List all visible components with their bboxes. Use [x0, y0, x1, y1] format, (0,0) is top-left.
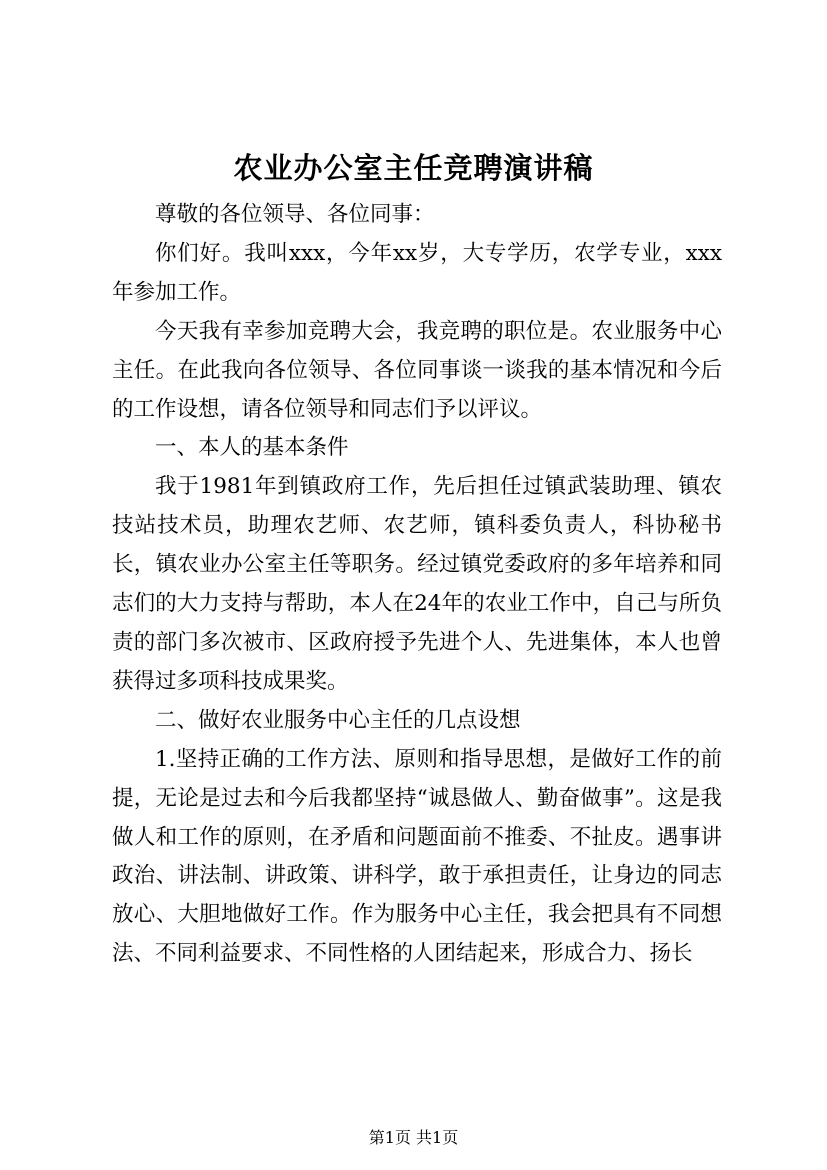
paragraph-plan-1: 1.坚持正确的工作方法、原则和指导思想，是做好工作的前提，无论是过去和今后我都坚持“诚恳做人、勤奋做事”。这是我做人和工作的原则，在矛盾和问题面前不推委、不扯皮。遇事讲政治、讲法制、讲政策、讲科学，敢于承担责任，让身边的同志放心、大胆地做好工作。作为服务中心主任，我会把具有不同想法、不同利益要求、不同性格的人团结起来，形成合力、扬长 — [112, 746, 722, 967]
document-body — [112, 196, 722, 974]
section-heading-2: 二、做好农业服务中心主任的几点设想 — [155, 707, 521, 733]
document-title: 农业办公室主任竞聘演讲稿 — [233, 151, 594, 185]
paragraph-background: 我于1981年到镇政府工作，先后担任过镇武装助理、镇农技站技术员，助理农艺师、农艺师，镇科委负责人，科协秘书长，镇农业办公室主任等职务。经过镇党委政府的多年培养和同志们的大力支持与帮助，本人在24年的农业工作中，自己与所负责的部门多次被市、区政府授予先进个人、先进集体，本人也曾获得过多项科技成果奖。 — [112, 474, 722, 694]
paragraph-introduction: 今天我有幸参加竞聘大会，我竞聘的职位是。农业服务中心主任。在此我向各位领导、各位同事谈一谈我的基本情况和今后的工作设想，请各位领导和同志们予以评议。 — [112, 318, 722, 422]
page-footer: 第1页 共1页 — [368, 1128, 459, 1147]
section-heading-1: 一、本人的基本条件 — [155, 435, 349, 461]
paragraph-greeting: 你们好。我叫xxx，今年xx岁，大专学历，农学专业，xxx年参加工作。 — [112, 240, 722, 305]
salutation: 尊敬的各位领导、各位同事： — [155, 202, 435, 227]
